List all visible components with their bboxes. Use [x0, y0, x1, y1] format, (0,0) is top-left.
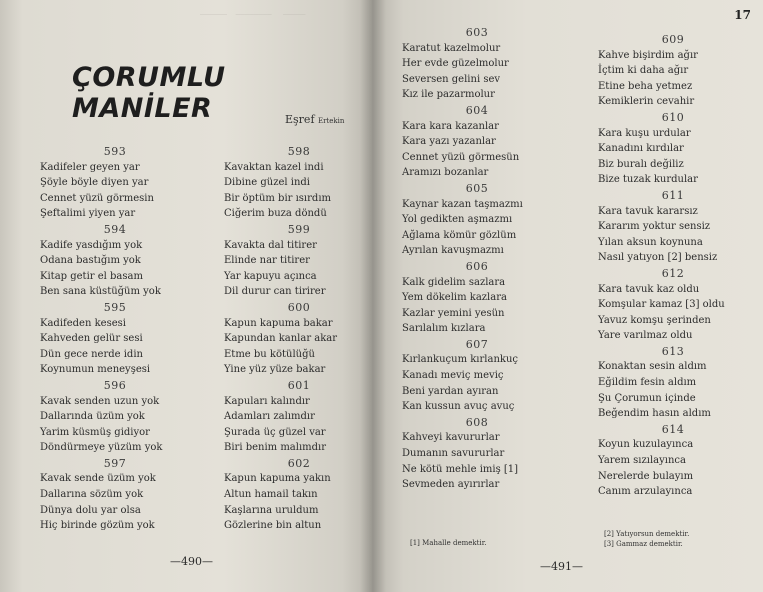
author	[285, 113, 344, 126]
verse-line: Gözlerine bin altun	[224, 520, 322, 532]
verse-line: Kahveyi kavururlar	[402, 432, 500, 444]
mani-number: 608	[465, 415, 489, 429]
verse-line: Koyun kuzulayınca	[598, 439, 694, 451]
bleed-through-text: ‾‾‾‾‾‾ ‾‾‾‾‾‾‾‾ ‾‾‾‾‾	[200, 14, 306, 24]
verse-line: Kararım yoktur sensiz	[598, 221, 711, 233]
mani-number: 606	[465, 259, 489, 273]
mani-number: 598	[287, 145, 311, 158]
mani-number: 605	[465, 181, 489, 195]
footnote-right-1: [2] Yatıyorsun demektir.	[604, 530, 690, 538]
verse-line: Kemiklerin cevahir	[598, 96, 695, 108]
verse-line: Kara tavuk kararsız	[598, 205, 698, 217]
verse-line: Biri benim malımdır	[224, 442, 327, 454]
page-number: 17	[734, 8, 751, 22]
verse-line: Kapun kapuma yakın	[224, 473, 331, 485]
verse-line: Ne kötü mehle imiş [1]	[402, 463, 519, 475]
mani-number: 599	[287, 222, 311, 236]
verse-line: Kara tavuk kaz oldu	[598, 283, 700, 295]
verse-line: Kara yazı yazanlar	[402, 136, 496, 148]
verse-line: Cennet yüzü görmesün	[402, 151, 520, 163]
verse-line: Kadife yasdığım yok	[40, 239, 143, 251]
mani-number: 595	[103, 300, 127, 314]
verse-line: Kapuları kalındır	[224, 395, 310, 407]
verse-line: Koynumun meneyşesi	[40, 364, 151, 376]
verse-line: Yılan aksun koynuna	[598, 236, 703, 248]
verse-line: Elinde nar titirer	[224, 255, 310, 267]
verse-line: Yavuz komşu şerinden	[598, 314, 711, 326]
verse-line: Dil durur can tirirer	[224, 286, 326, 298]
verse-line: Cennet yüzü görmesin	[40, 192, 154, 204]
verse-line: Döndürmeye yüzüm yok	[40, 442, 163, 454]
verse-line: Kırlankuçum kırlankuç	[402, 354, 518, 366]
verse-line: Beni yardan ayıran	[402, 385, 499, 397]
verse-line: Dallarına sözüm yok	[40, 489, 144, 501]
verse-line: Sarılalım kızlara	[402, 323, 486, 335]
author-name: Eşref	[285, 113, 315, 126]
verse-line: Odana bastığım yok	[40, 255, 141, 267]
verse-line: Şurada üç güzel var	[224, 426, 326, 438]
verse-line: Ciğerim buza döndü	[224, 208, 327, 220]
verse-line: Dünya dolu yar olsa	[40, 504, 141, 516]
verse-line: İçtim ki daha ağır	[598, 65, 689, 77]
verse-line: Şöyle böyle diyen yar	[40, 177, 149, 189]
verse-line: Kanadını kırdılar	[598, 143, 684, 155]
right-page	[372, 0, 763, 592]
verse-line: Kavak sende üzüm yok	[40, 473, 156, 485]
mani-number: 613	[661, 344, 685, 358]
verse-line: Nasıl yatıyon [2] bensiz	[598, 252, 718, 264]
folio-left: —490—	[170, 555, 213, 568]
mani-number: 603	[465, 26, 489, 39]
verse-line: Kaynar kazan taşmazmı	[402, 198, 523, 210]
verse-line: Etine beha yetmez	[598, 80, 693, 92]
mani-number: 601	[287, 378, 311, 392]
verse-line: Kara kuşu urdular	[598, 127, 691, 139]
verse-line: Yar kapuyu açınca	[224, 270, 317, 282]
verse-line: Bir öptüm bir ısırdım	[224, 192, 331, 204]
verse-line: Konaktan sesin aldım	[598, 361, 707, 373]
book-gutter-shadow	[360, 0, 386, 592]
verse-line: Kapundan kanlar akar	[224, 333, 338, 345]
verse-line: Dumanın savururlar	[402, 448, 505, 460]
mani-number: 611	[661, 188, 685, 202]
verse-line: Kadifeden kesesi	[40, 317, 126, 329]
mani-number: 614	[661, 422, 685, 436]
verse-line: Ben sana küstüğüm yok	[40, 286, 161, 298]
mani-number: 604	[465, 103, 489, 117]
mani-number: 612	[661, 266, 685, 280]
verse-line: Dün gece nerde idin	[40, 348, 143, 360]
column-2	[224, 144, 372, 534]
verse-line: Etme bu kötülüğü	[224, 348, 315, 360]
mani-number: 593	[103, 145, 127, 158]
verse-line: Kara kara kazanlar	[402, 120, 499, 132]
verse-line: Sevmeden ayırırlar	[402, 479, 500, 491]
mani-number: 607	[465, 337, 489, 351]
folio-right: —491—	[540, 560, 583, 573]
verse-line: Aramızı bozanlar	[402, 167, 489, 179]
verse-line: Kız ile pazarmolur	[402, 89, 495, 101]
verse-line: Her evde güzelmolur	[402, 58, 509, 70]
verse-line: Kapun kapuma bakar	[224, 317, 333, 329]
column-4	[598, 32, 748, 500]
verse-line: Şeftalimi yiyen yar	[40, 208, 136, 220]
verse-line: Kanadı meviç meviç	[402, 370, 504, 382]
verse-line: Yol gedikten aşmazmı	[402, 214, 513, 226]
verse-line: Kadifeler geyen yar	[40, 161, 140, 173]
verse-line: Canım arzulayınca	[598, 486, 693, 498]
verse-line: Ayrılan kavuşmazmı	[402, 245, 504, 257]
verse-line: Kazlar yemini yesün	[402, 307, 505, 319]
mani-number: 602	[287, 456, 311, 470]
mani-number: 594	[103, 222, 127, 236]
verse-line: Kavak senden uzun yok	[40, 395, 160, 407]
verse-line: Kan kussun avuç avuç	[402, 401, 515, 413]
verse-line: Eğildim fesin aldım	[598, 377, 697, 389]
verse-line: Altun hamail takın	[224, 489, 318, 501]
verse-line: Ağlama kömür gözlüm	[402, 229, 517, 241]
mani-number: 600	[287, 300, 311, 314]
verse-line: Biz buralı değiliz	[598, 158, 684, 170]
verse-line: Karatut kazelmolur	[402, 42, 501, 54]
verse-line: Yarim küsmüş gidiyor	[40, 426, 150, 438]
column-3	[402, 25, 552, 493]
verse-line: Kaşlarına uruldum	[224, 504, 319, 516]
footnote-right-2: [3] Gammaz demektir.	[604, 540, 683, 548]
verse-line: Dallarında üzüm yok	[40, 411, 145, 423]
verse-line: Yine yüz yüze bakar	[224, 364, 326, 376]
verse-line: Komşular kamaz [3] oldu	[598, 299, 725, 311]
column-1	[40, 144, 190, 534]
left-page	[0, 0, 372, 592]
verse-line: Kitap getir el basam	[40, 270, 143, 282]
verse-line: Hiç birinde gözüm yok	[40, 520, 155, 532]
mani-number: 597	[103, 456, 127, 470]
mani-number: 610	[661, 110, 685, 124]
verse-line: Kahveden gelür sesi	[40, 333, 143, 345]
verse-line: Kavakta dal titirer	[224, 239, 317, 251]
verse-line: Nerelerde bulayım	[598, 470, 694, 482]
verse-line: Yare varılmaz oldu	[598, 330, 693, 342]
verse-line: Yem dökelim kazlara	[402, 292, 507, 304]
verse-line: Adamları zalımdır	[224, 411, 315, 423]
verse-line: Bize tuzak kurdular	[598, 174, 698, 186]
author-surname: Ertekin	[318, 117, 345, 125]
verse-line: Yarem sızılayınca	[598, 455, 686, 467]
verse-line: Şu Çorumun içinde	[598, 392, 696, 404]
verse-line: Beğendim hasın aldım	[598, 408, 711, 420]
verse-line: Dibine güzel indi	[224, 177, 310, 189]
footnote-left: [1] Mahalle demektir.	[410, 539, 487, 547]
mani-number: 596	[103, 378, 127, 392]
verse-line: Kavaktan kazel indi	[224, 161, 324, 173]
mani-number: 609	[661, 33, 685, 46]
verse-line: Seversen gelini sev	[402, 73, 501, 85]
verse-line: Kalk gidelim sazlara	[402, 276, 506, 288]
page-title: ÇORUMLU MANİLER	[72, 62, 226, 124]
verse-line: Kahve bişirdim ağır	[598, 49, 698, 61]
